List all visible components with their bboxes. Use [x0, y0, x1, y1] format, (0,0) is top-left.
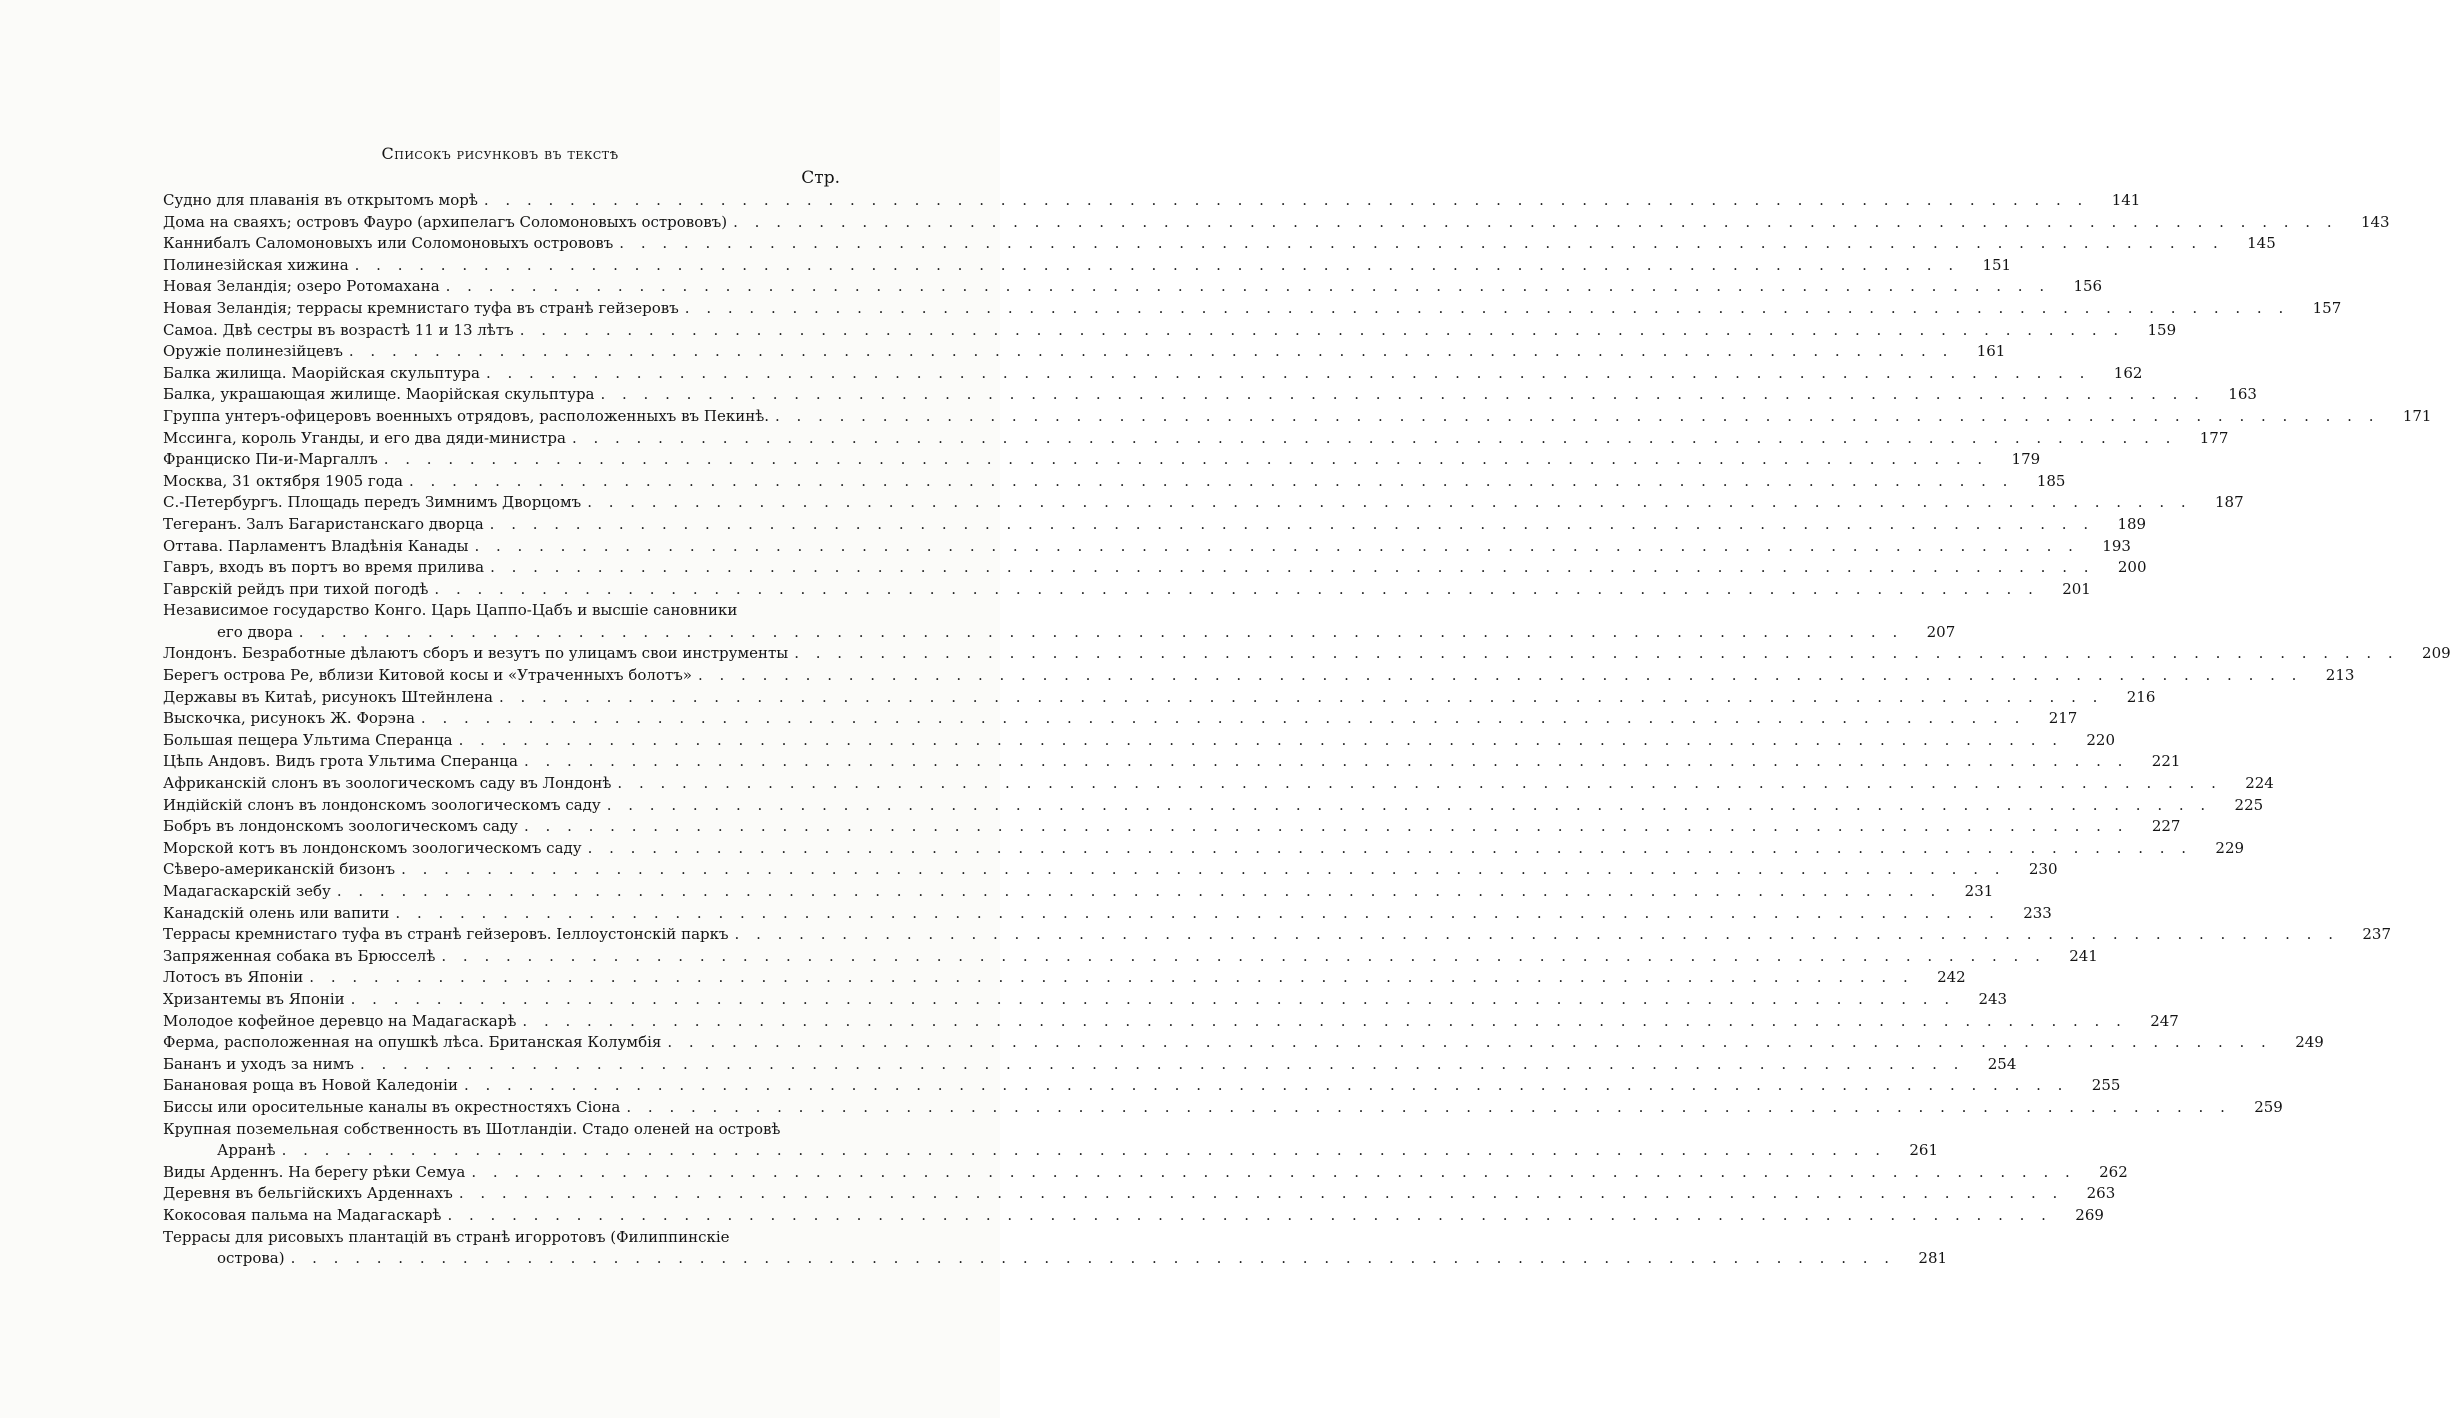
page-heading: Списокъ рисунковъ въ текстѣ	[381, 144, 619, 163]
page-number: 156	[2073, 277, 2103, 296]
dot-leader	[389, 903, 1999, 925]
page-number: 207	[1926, 622, 1956, 641]
dot-leader	[453, 1183, 2063, 1205]
entry-title: Индійскій слонъ въ лондонскомъ зоологическомъ саду	[163, 795, 601, 814]
dot-leader	[514, 320, 2124, 342]
dot-leader	[601, 795, 2211, 817]
entry-title: Новая Зеландія; озеро Ротомахана	[163, 277, 440, 296]
list-item	[163, 1054, 2017, 1076]
list-item	[163, 838, 2245, 860]
entry-title: Канадскій олень или вапити	[163, 903, 390, 922]
entry-title: Запряженная собака въ Брюсселѣ	[163, 946, 436, 965]
list-item	[163, 1183, 2116, 1205]
dot-leader	[484, 514, 2094, 536]
page-number: 231	[1964, 882, 1994, 900]
page-number: 263	[2086, 1184, 2116, 1203]
dot-leader	[354, 1054, 1964, 1076]
entry-title-continuation: Арранѣ	[217, 1141, 276, 1160]
page-number: 249	[2295, 1033, 2324, 1052]
entry-title-continuation: острова)	[217, 1249, 285, 1268]
entry-title: С.-Петербургъ. Площадь передъ Зимнимъ Дворцомъ	[163, 493, 582, 512]
entry-title: Москва, 31 октября 1905 года	[163, 471, 403, 490]
dot-leader	[293, 622, 1903, 644]
dot-leader	[769, 406, 2379, 428]
dot-leader	[428, 579, 2038, 601]
list-item	[163, 1205, 2104, 1227]
dot-leader	[403, 471, 2013, 493]
list-item	[163, 773, 2274, 795]
entry-title: Дома на сваяхъ; островъ Фауро (архипелагъ Соломоновыхъ острововъ)	[163, 212, 728, 231]
dot-leader	[692, 665, 2302, 687]
dot-leader	[415, 708, 2025, 730]
entry-title: Выскочка, рисунокъ Ж. Форэна	[163, 709, 415, 728]
page-number: 157	[2312, 298, 2342, 317]
entry-title: Большая пещера Ультима Сперанца	[163, 730, 453, 749]
dot-leader	[440, 276, 2050, 298]
page-number: 143	[2360, 212, 2390, 231]
entry-title: Лондонъ. Безработные дѣлаютъ сборъ и везутъ по улицамъ свои инструменты	[163, 644, 789, 663]
list-item	[163, 708, 2078, 730]
entry-title: Цѣпь Андовъ. Видъ грота Ультима Сперанца	[163, 752, 518, 771]
list-item	[163, 212, 2390, 234]
entry-title: Каннибалъ Саломоновыхъ или Соломоновыхъ острововъ	[163, 234, 614, 253]
page-number: 200	[2117, 558, 2147, 577]
entry-title: Франциско Пи-и-Маргаллъ	[163, 450, 378, 469]
list-item	[163, 600, 1956, 643]
page-number: 193	[2102, 536, 2131, 555]
dot-leader	[458, 1075, 2068, 1097]
entry-title: Африканскій слонъ въ зоологическомъ саду въ Лондонѣ	[163, 774, 612, 793]
dot-leader	[613, 233, 2223, 255]
list-item	[163, 276, 2103, 298]
page-number: 161	[1976, 342, 2006, 361]
list-item	[163, 989, 2008, 1011]
dot-leader	[581, 492, 2191, 514]
page-number: 262	[2099, 1162, 2128, 1181]
entry-title: Гаврскій рейдъ при тихой погодѣ	[163, 579, 429, 598]
page-number: 209	[2422, 644, 2451, 663]
list-item	[163, 190, 2141, 212]
list-item	[163, 514, 2147, 536]
page-number: 241	[2069, 946, 2098, 965]
dot-leader	[395, 859, 2005, 881]
list-item	[163, 320, 2177, 342]
entry-title: Полинезійская хижина	[163, 255, 349, 274]
entry-title: Балка жилища. Маорійская скульптура	[163, 363, 480, 382]
entry-title: Судно для плаванія въ открытомъ морѣ	[163, 191, 478, 209]
dot-leader	[661, 1032, 2271, 1054]
page-number: 217	[2048, 709, 2078, 728]
dot-leader	[484, 557, 2094, 579]
list-item	[163, 384, 2257, 406]
dot-leader	[493, 687, 2103, 709]
entry-title: Сѣверо-американскій бизонъ	[163, 860, 396, 879]
list-item	[163, 687, 2156, 709]
entry-title: Группа унтеръ-офицеровъ военныхъ отрядовъ, расположенныхъ въ Пекинѣ.	[163, 406, 770, 425]
dot-leader	[727, 212, 2337, 234]
dot-leader	[620, 1097, 2230, 1119]
entry-title: Балка, украшающая жилище. Маорійская скульптура	[163, 385, 595, 404]
page-number: 163	[2228, 385, 2257, 404]
dot-leader	[611, 773, 2221, 795]
list-item	[163, 471, 2066, 493]
page-number: 171	[2402, 406, 2432, 425]
list-item	[163, 428, 2229, 450]
entry-title: Крупная поземельная собственность въ Шотландіи. Стадо оленей на островѣ	[163, 1119, 781, 1138]
page-number: 201	[2062, 579, 2091, 598]
list-item	[163, 730, 2116, 752]
list-item	[163, 751, 2181, 773]
page-number: 225	[2234, 795, 2264, 814]
dot-leader	[285, 1248, 1895, 1270]
dot-leader	[303, 967, 1913, 989]
entry-title: Самоа. Двѣ сестры въ возрастѣ 11 и 13 лѣтъ	[163, 320, 514, 339]
dot-leader	[516, 1011, 2126, 1033]
page-number: 216	[2126, 687, 2156, 706]
entry-title: Кокосовая пальма на Мадагаскарѣ	[163, 1205, 442, 1224]
page-number: 242	[1937, 968, 1966, 987]
entry-title: Молодое кофейное деревцо на Мадагаскарѣ	[163, 1011, 517, 1030]
figure-list	[163, 190, 2451, 1270]
dot-leader	[453, 730, 2063, 752]
page-number: 281	[1918, 1249, 1948, 1268]
list-item	[163, 536, 2131, 558]
dot-leader	[435, 946, 2045, 968]
entry-title: Банановая роща въ Новой Каледоніи	[163, 1076, 458, 1095]
entry-title: Независимое государство Конго. Царь Цаппо-Цабъ и высшіе сановники	[163, 601, 738, 620]
dot-leader	[788, 643, 2398, 665]
page-number: 259	[2254, 1097, 2283, 1116]
dot-leader	[679, 298, 2289, 320]
page-number: 177	[2199, 428, 2229, 447]
list-item	[163, 341, 2006, 363]
entry-title: Деревня въ бельгійскихъ Арденнахъ	[163, 1184, 453, 1203]
page-number: 243	[1978, 989, 2008, 1008]
list-item	[163, 492, 2244, 514]
page-column-label: Стр.	[801, 168, 840, 188]
entry-title: Берегъ острова Ре, вблизи Китовой косы и «Утраченныхъ болотъ»	[163, 666, 692, 685]
page-number: 185	[2036, 471, 2066, 490]
dot-leader	[480, 363, 2090, 385]
list-item	[163, 665, 2355, 687]
entry-title: Оружіе полинезійцевъ	[163, 342, 343, 361]
page-number: 261	[1909, 1141, 1939, 1160]
list-item	[163, 1032, 2324, 1054]
dot-leader	[349, 255, 1959, 277]
list-item	[163, 1075, 2121, 1097]
entry-title: Оттава. Парламентъ Владѣнія Канады	[163, 536, 469, 555]
list-item	[163, 1227, 1948, 1270]
list-item	[163, 363, 2143, 385]
page-number: 159	[2147, 320, 2177, 339]
list-item	[163, 967, 1966, 989]
page-number: 227	[2151, 817, 2181, 836]
list-item	[163, 233, 2276, 255]
list-item	[163, 924, 2391, 946]
page-number: 162	[2113, 363, 2143, 382]
list-item	[163, 816, 2181, 838]
page-number: 247	[2150, 1011, 2179, 1030]
dot-leader	[468, 536, 2078, 558]
page-number: 221	[2151, 752, 2181, 771]
dot-leader	[345, 989, 1955, 1011]
page-number: 233	[2023, 903, 2052, 922]
entry-title: Хризантемы въ Японіи	[163, 989, 345, 1008]
dot-leader	[478, 190, 2088, 212]
list-item	[163, 449, 2041, 471]
entry-title: Террасы кремнистаго туфа въ странѣ гейзеровъ. Іеллоустонскій паркъ	[163, 925, 729, 944]
entry-title: Гавръ, входъ въ портъ во время прилива	[163, 558, 485, 577]
page-number: 141	[2111, 191, 2141, 209]
entry-title: Державы въ Китаѣ, рисунокъ Штейнлена	[163, 687, 493, 706]
entry-title-continuation: его двора	[217, 622, 293, 641]
entry-title: Бобръ въ лондонскомъ зоологическомъ саду	[163, 817, 519, 836]
page-number: 220	[2086, 730, 2116, 749]
page-number: 229	[2215, 838, 2245, 857]
list-item	[163, 406, 2432, 428]
list-item	[163, 1011, 2179, 1033]
page-number: 187	[2215, 493, 2244, 512]
page-number: 237	[2362, 925, 2391, 944]
dot-leader	[276, 1140, 1886, 1162]
page-number: 145	[2247, 234, 2276, 253]
page-number: 254	[1987, 1054, 2017, 1073]
entry-title: Биссы или оросительные каналы въ окрестностяхъ Сіона	[163, 1097, 621, 1116]
page-number: 224	[2245, 774, 2274, 793]
list-item	[163, 1162, 2128, 1184]
list-item	[163, 643, 2451, 665]
page-number: 151	[1982, 255, 2012, 274]
list-item	[163, 903, 2052, 925]
dot-leader	[594, 384, 2204, 406]
dot-leader	[441, 1205, 2051, 1227]
dot-leader	[343, 341, 1953, 363]
list-item	[163, 1119, 1939, 1162]
list-item	[163, 946, 2098, 968]
dot-leader	[566, 428, 2176, 450]
entry-title: Тегеранъ. Залъ Багаристанскаго дворца	[163, 514, 484, 533]
entry-title: Лотосъ въ Японіи	[163, 968, 304, 987]
entry-title: Виды Арденнъ. На берегу рѣки Семуа	[163, 1162, 466, 1181]
entry-title: Морской котъ въ лондонскомъ зоологическомъ саду	[163, 838, 582, 857]
list-item	[163, 881, 1994, 903]
list-item	[163, 859, 2058, 881]
dot-leader	[331, 881, 1941, 903]
list-item	[163, 1097, 2283, 1119]
entry-title: Ферма, расположенная на опушкѣ лѣса. Британская Колумбія	[163, 1033, 662, 1052]
list-item	[163, 795, 2264, 817]
list-item	[163, 255, 2012, 277]
page-number: 213	[2325, 666, 2355, 685]
entry-title: Бананъ и уходъ за нимъ	[163, 1054, 354, 1073]
dot-leader	[582, 838, 2192, 860]
list-item	[163, 579, 2091, 601]
page-number: 255	[2091, 1076, 2121, 1095]
entry-title: Террасы для рисовыхъ плантацій въ странѣ игорротовъ (Филиппинскіе	[163, 1227, 730, 1246]
dot-leader	[518, 751, 2128, 773]
dot-leader	[378, 449, 1988, 471]
entry-title: Новая Зеландія; террасы кремнистаго туфа въ странѣ гейзеровъ	[163, 298, 679, 317]
entry-title: Мссинга, король Уганды, и его два дяди-министра	[163, 428, 566, 447]
list-item	[163, 557, 2147, 579]
page-number: 230	[2028, 860, 2058, 879]
dot-leader	[465, 1162, 2075, 1184]
entry-title: Мадагаскарскій зебу	[163, 882, 331, 900]
page-number: 269	[2075, 1205, 2104, 1224]
dot-leader	[518, 816, 2128, 838]
page-number: 189	[2117, 514, 2147, 533]
page-number: 179	[2011, 450, 2041, 469]
dot-leader	[729, 924, 2339, 946]
list-item	[163, 298, 2342, 320]
